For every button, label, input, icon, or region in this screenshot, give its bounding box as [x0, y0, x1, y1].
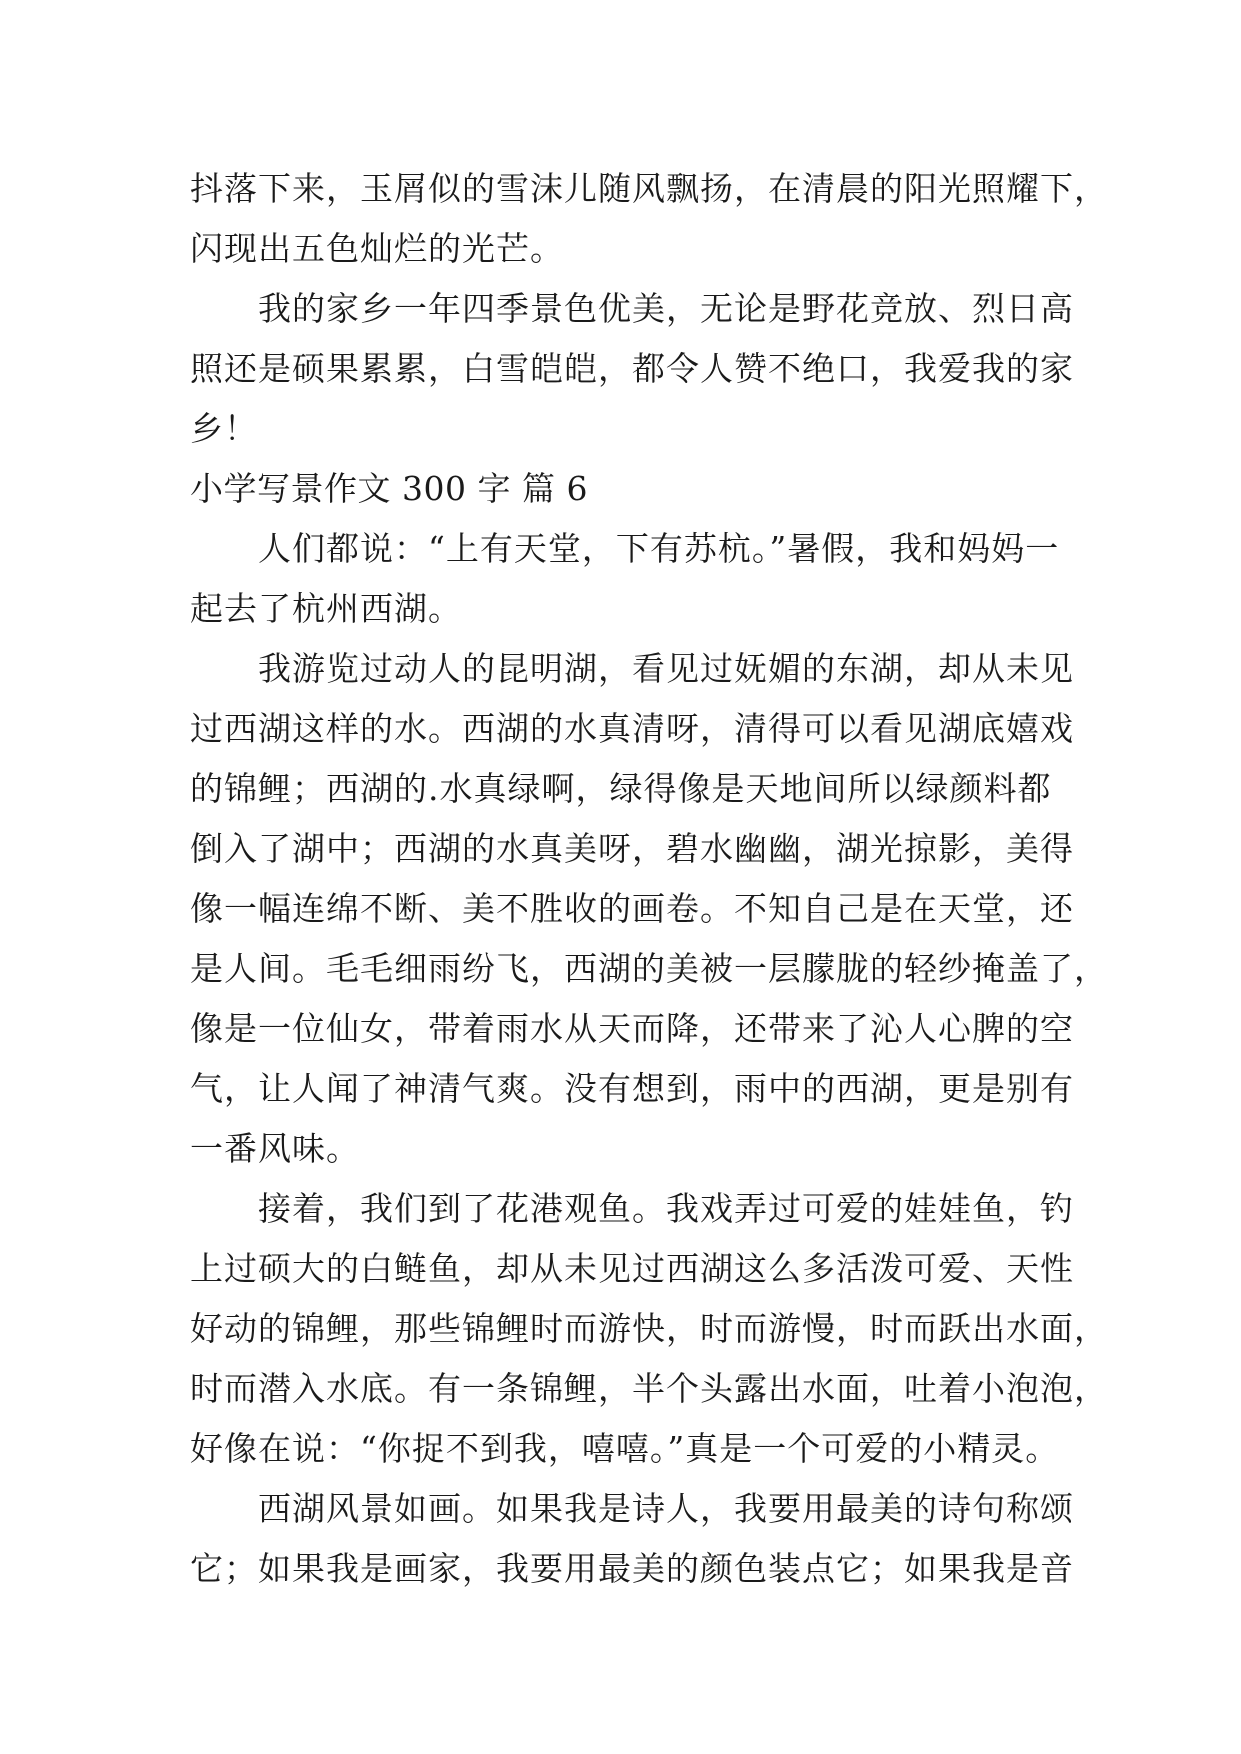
text-line: 它；如果我是画家，我要用最美的颜色装点它；如果我是音	[190, 1549, 1074, 1588]
text-line: 抖落下来，玉屑似的雪沫儿随风飘扬，在清晨的阳光照耀下，	[190, 169, 1108, 208]
paragraph-start-line: 我游览过动人的昆明湖，看见过妩媚的东湖，却从未见	[258, 649, 1074, 688]
section-heading: 小学写景作文 300 字 篇 6	[190, 469, 588, 508]
document-body	[190, 159, 1108, 1599]
text-line: 倒入了湖中；西湖的水真美呀，碧水幽幽，湖光掠影，美得	[190, 829, 1074, 868]
text-line: 一番风味。	[190, 1129, 360, 1168]
text-line: 好动的锦鲤，那些锦鲤时而游快，时而游慢，时而跃出水面，	[190, 1309, 1108, 1348]
text-line: 时而潜入水底。有一条锦鲤，半个头露出水面，吐着小泡泡，	[190, 1369, 1108, 1408]
text-line: 气，让人闻了神清气爽。没有想到，雨中的西湖，更是别有	[190, 1069, 1074, 1108]
text-line: 像一幅连绵不断、美不胜收的画卷。不知自己是在天堂，还	[190, 889, 1074, 928]
paragraph-start-line: 西湖风景如画。如果我是诗人，我要用最美的诗句称颂	[258, 1489, 1074, 1528]
paragraph-start-line: 接着，我们到了花港观鱼。我戏弄过可爱的娃娃鱼，钓	[258, 1189, 1074, 1228]
paragraph-start-line: 人们都说：“上有天堂，下有苏杭。”暑假，我和妈妈一	[258, 529, 1060, 568]
text-line: 起去了杭州西湖。	[190, 589, 462, 628]
text-line: 过西湖这样的水。西湖的水真清呀，清得可以看见湖底嬉戏	[190, 709, 1074, 748]
text-line: 照还是硕果累累，白雪皑皑，都令人赞不绝口，我爱我的家	[190, 349, 1074, 388]
paragraph-start-line: 我的家乡一年四季景色优美，无论是野花竞放、烈日高	[258, 289, 1074, 328]
text-line: 闪现出五色灿烂的光芒。	[190, 229, 564, 268]
text-line: 好像在说：“你捉不到我，嘻嘻。”真是一个可爱的小精灵。	[190, 1429, 1060, 1468]
text-line: 乡！	[190, 409, 258, 448]
text-line: 的锦鲤；西湖的.水真绿啊，绿得像是天地间所以绿颜料都	[190, 769, 1052, 808]
text-line: 上过硕大的白鲢鱼，却从未见过西湖这么多活泼可爱、天性	[190, 1249, 1074, 1288]
text-line: 是人间。毛毛细雨纷飞，西湖的美被一层朦胧的轻纱掩盖了，	[190, 949, 1108, 988]
text-line: 像是一位仙女，带着雨水从天而降，还带来了沁人心脾的空	[190, 1009, 1074, 1048]
